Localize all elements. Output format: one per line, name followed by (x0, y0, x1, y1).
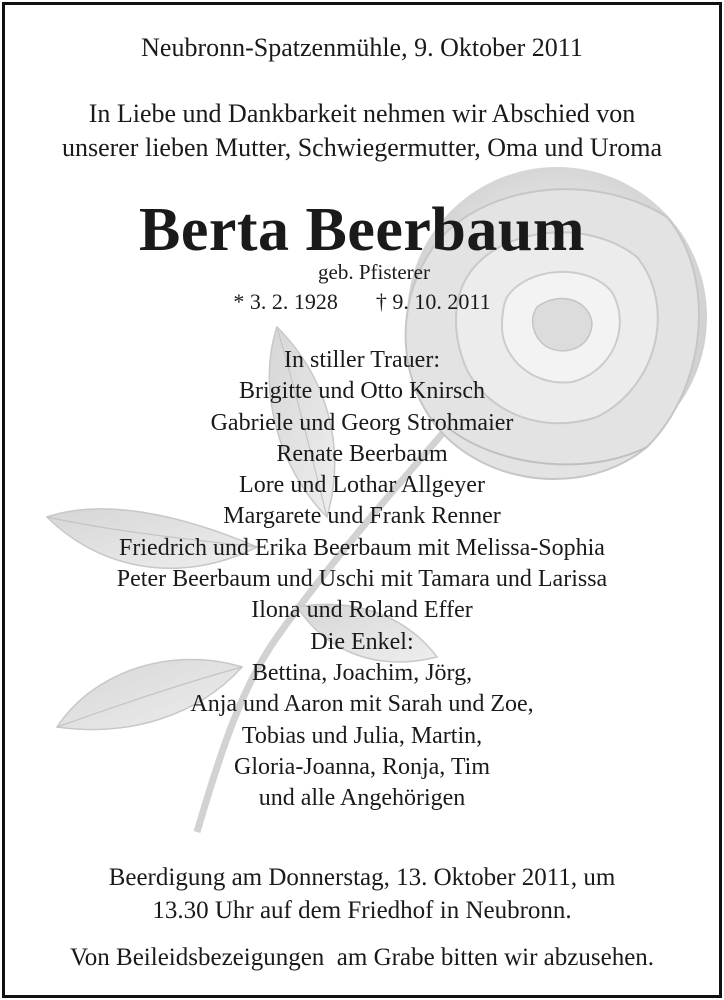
mourner-line: Gabriele und Georg Strohmaier (210, 409, 514, 436)
mourners-heading: In stiller Trauer: (284, 347, 440, 373)
mourner-line: Ilona und Roland Effer (251, 597, 473, 624)
birth-date: * 3. 2. 1928 (233, 289, 338, 314)
obituary-notice (2, 2, 722, 998)
mourner-line: Lore und Lothar Allgeyer (239, 472, 485, 499)
mourner-line: Gloria-Joanna, Ronja, Tim (234, 753, 490, 780)
intro-line: unserer lieben Mutter, Schwiegermutter, Oma und Uroma (61, 133, 663, 162)
mourner-line: Tobias und Julia, Martin, (241, 722, 483, 749)
mourner-line: Renate Beerbaum (276, 440, 448, 467)
closing-note: Von Beileidsbezeigungen am Grabe bitten wir abzusehen. (69, 944, 655, 971)
mourner-line: Margarete und Frank Renner (223, 503, 501, 530)
life-dates (5, 289, 719, 315)
mourner-line: Bettina, Joachim, Jörg, (251, 659, 473, 686)
mourner-line: und alle Angehörigen (258, 785, 466, 812)
mourner-line: Friedrich und Erika Beerbaum mit Melissa-Sophia (119, 534, 605, 561)
intro-line: In Liebe und Dankbarkeit nehmen wir Abschied von (88, 99, 636, 128)
mourner-line: Brigitte und Otto Knirsch (239, 378, 485, 405)
deceased-name: Berta Beerbaum (138, 196, 586, 264)
mourner-line: Anja und Aaron mit Sarah und Zoe, (190, 691, 534, 718)
maiden-name: geb. Pfisterer (318, 260, 430, 284)
funeral-details (5, 861, 719, 927)
farewell-intro (5, 97, 719, 165)
grandchildren-heading: Die Enkel: (310, 628, 414, 655)
mourner-line: Peter Beerbaum und Uschi mit Tamara und Larissa (116, 566, 608, 593)
mourners-list (5, 345, 719, 814)
death-date: † 9. 10. 2011 (375, 289, 491, 314)
funeral-line: Beerdigung am Donnerstag, 13. Oktober 2011, um (108, 864, 616, 891)
place-and-date: Neubronn-Spatzenmühle, 9. Oktober 2011 (141, 33, 583, 62)
funeral-line: 13.30 Uhr auf dem Friedhof in Neubronn. (152, 897, 572, 924)
